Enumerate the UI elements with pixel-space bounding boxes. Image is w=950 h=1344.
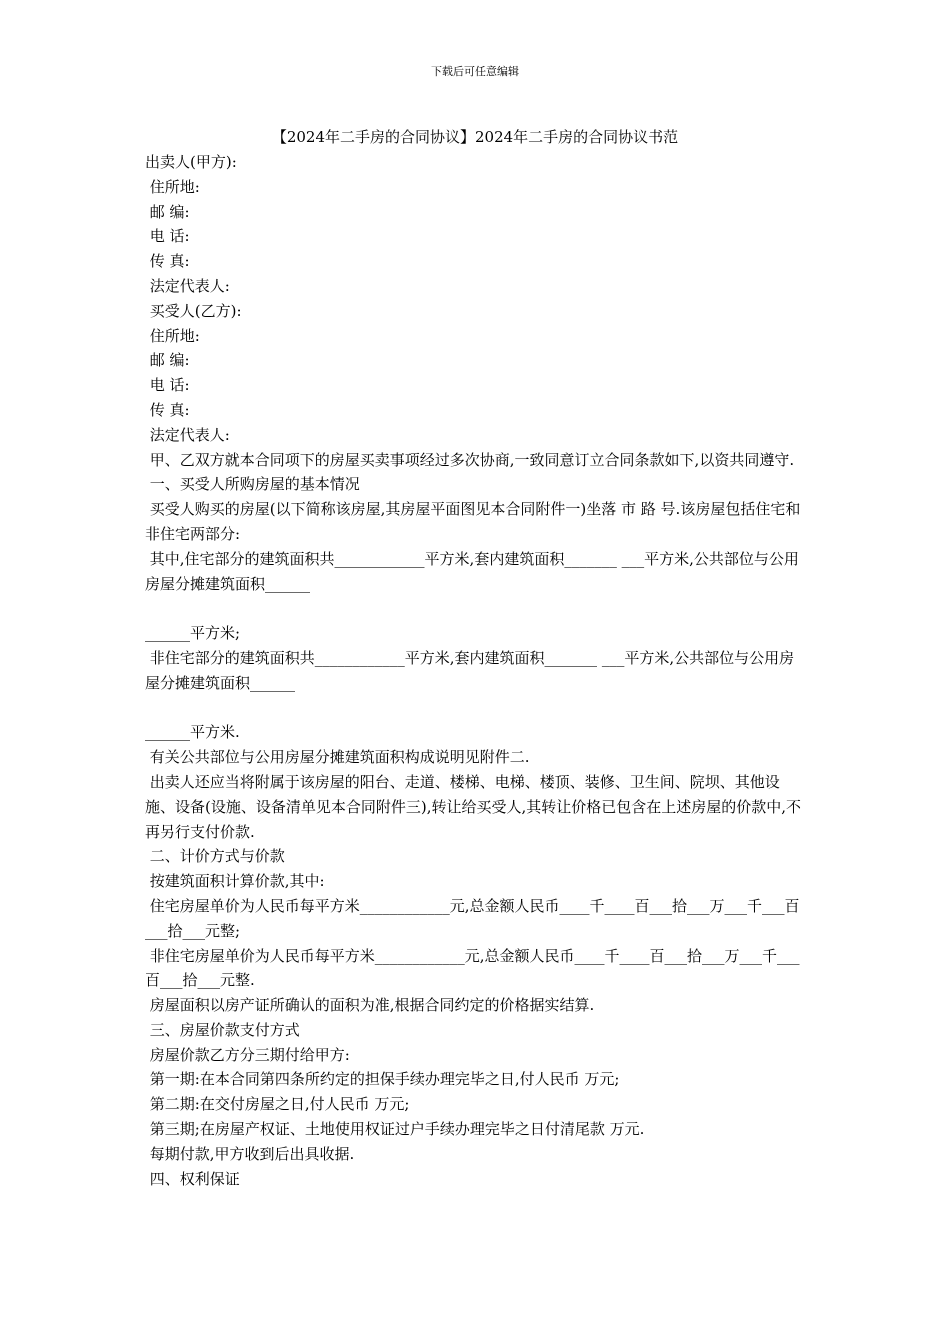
paragraph-line: 二、计价方式与价款	[145, 847, 285, 866]
paragraph-line: 甲、乙双方就本合同项下的房屋买卖事项经过多次协商,一致同意订立合同条款如下,以资共同遵守.	[145, 450, 795, 469]
paragraph-line: 法定代表人:	[145, 425, 230, 444]
paragraph-line: 每期付款,甲方收到后出具收据.	[145, 1144, 355, 1163]
blank-line	[145, 596, 807, 621]
paragraph-line: 第三期;在房屋产权证、土地使用权证过户手续办理完毕之日付清尾款 万元.	[145, 1120, 645, 1139]
paragraph-line: 一、买受人所购房屋的基本情况	[145, 475, 360, 494]
paragraph-line: 房屋面积以房产证所确认的面积为准,根据合同约定的价格据实结算.	[145, 996, 595, 1015]
paragraph-line: 第二期:在交付房屋之日,付人民币 万元;	[145, 1095, 410, 1114]
paragraph-line: 有关公共部位与公用房屋分摊建筑面积构成说明见附件二.	[145, 748, 530, 767]
paragraph-line: 住宅房屋单价为人民币每平方米____________元,总金额人民币____千____百___拾___万___千___百___拾___元整;	[145, 896, 800, 940]
paragraph-line: 住所地:	[145, 177, 200, 196]
paragraph-line: 传 真:	[145, 252, 190, 271]
paragraph-line: 邮 编:	[145, 202, 190, 221]
document-title: 【2024年二手房的合同协议】2024年二手房的合同协议书范	[271, 128, 679, 146]
paragraph-line: 住所地:	[145, 326, 200, 345]
paragraph-line: 第一期:在本合同第四条所约定的担保手续办理完毕之日,付人民币 万元;	[145, 1070, 620, 1089]
paragraph-line: 按建筑面积计算价款,其中:	[145, 872, 325, 891]
paragraph-line: 出卖人还应当将附属于该房屋的阳台、走道、楼梯、电梯、楼顶、装修、卫生间、院坝、其他设施、设备(设施、设备清单见本合同附件三),转让给买受人,其转让价格已包含在上述房屋的价款中,不再另行支付价款.	[145, 772, 802, 841]
paragraph-line: 其中,住宅部分的建筑面积共____________平方米,套内建筑面积_______ ___平方米,公共部位与公用房屋分摊建筑面积______	[145, 549, 799, 593]
header-note: 下载后可任意编辑	[431, 65, 519, 78]
paragraph-line: 三、房屋价款支付方式	[145, 1020, 300, 1039]
blank-line	[145, 696, 807, 721]
paragraph-line: 出卖人(甲方):	[145, 153, 237, 171]
paragraph-line: 传 真:	[145, 400, 190, 419]
paragraph-line: 邮 编:	[145, 351, 190, 370]
paragraph-line: 买受人购买的房屋(以下简称该房屋,其房屋平面图见本合同附件一)坐落 市 路 号.该房屋包括住宅和非住宅两部分:	[145, 500, 801, 543]
paragraph-line: 电 话:	[145, 376, 190, 395]
paragraph-line: 电 话:	[145, 227, 190, 246]
document-body	[145, 150, 807, 1191]
paragraph-line: 四、权利保证	[145, 1169, 240, 1188]
paragraph-line: 买受人(乙方):	[145, 301, 242, 320]
paragraph-line: 房屋价款乙方分三期付给甲方:	[145, 1045, 350, 1064]
paragraph-line: 非住宅房屋单价为人民币每平方米____________元,总金额人民币____千____百___拾___万___千___百___拾___元整.	[145, 946, 800, 990]
paragraph-line: ______平方米.	[145, 723, 240, 742]
paragraph-line: 非住宅部分的建筑面积共____________平方米,套内建筑面积_______ ___平方米,公共部位与公用房屋分摊建筑面积______	[145, 648, 795, 692]
paragraph-line: 法定代表人:	[145, 276, 230, 295]
paragraph-line: ______平方米;	[145, 624, 241, 643]
